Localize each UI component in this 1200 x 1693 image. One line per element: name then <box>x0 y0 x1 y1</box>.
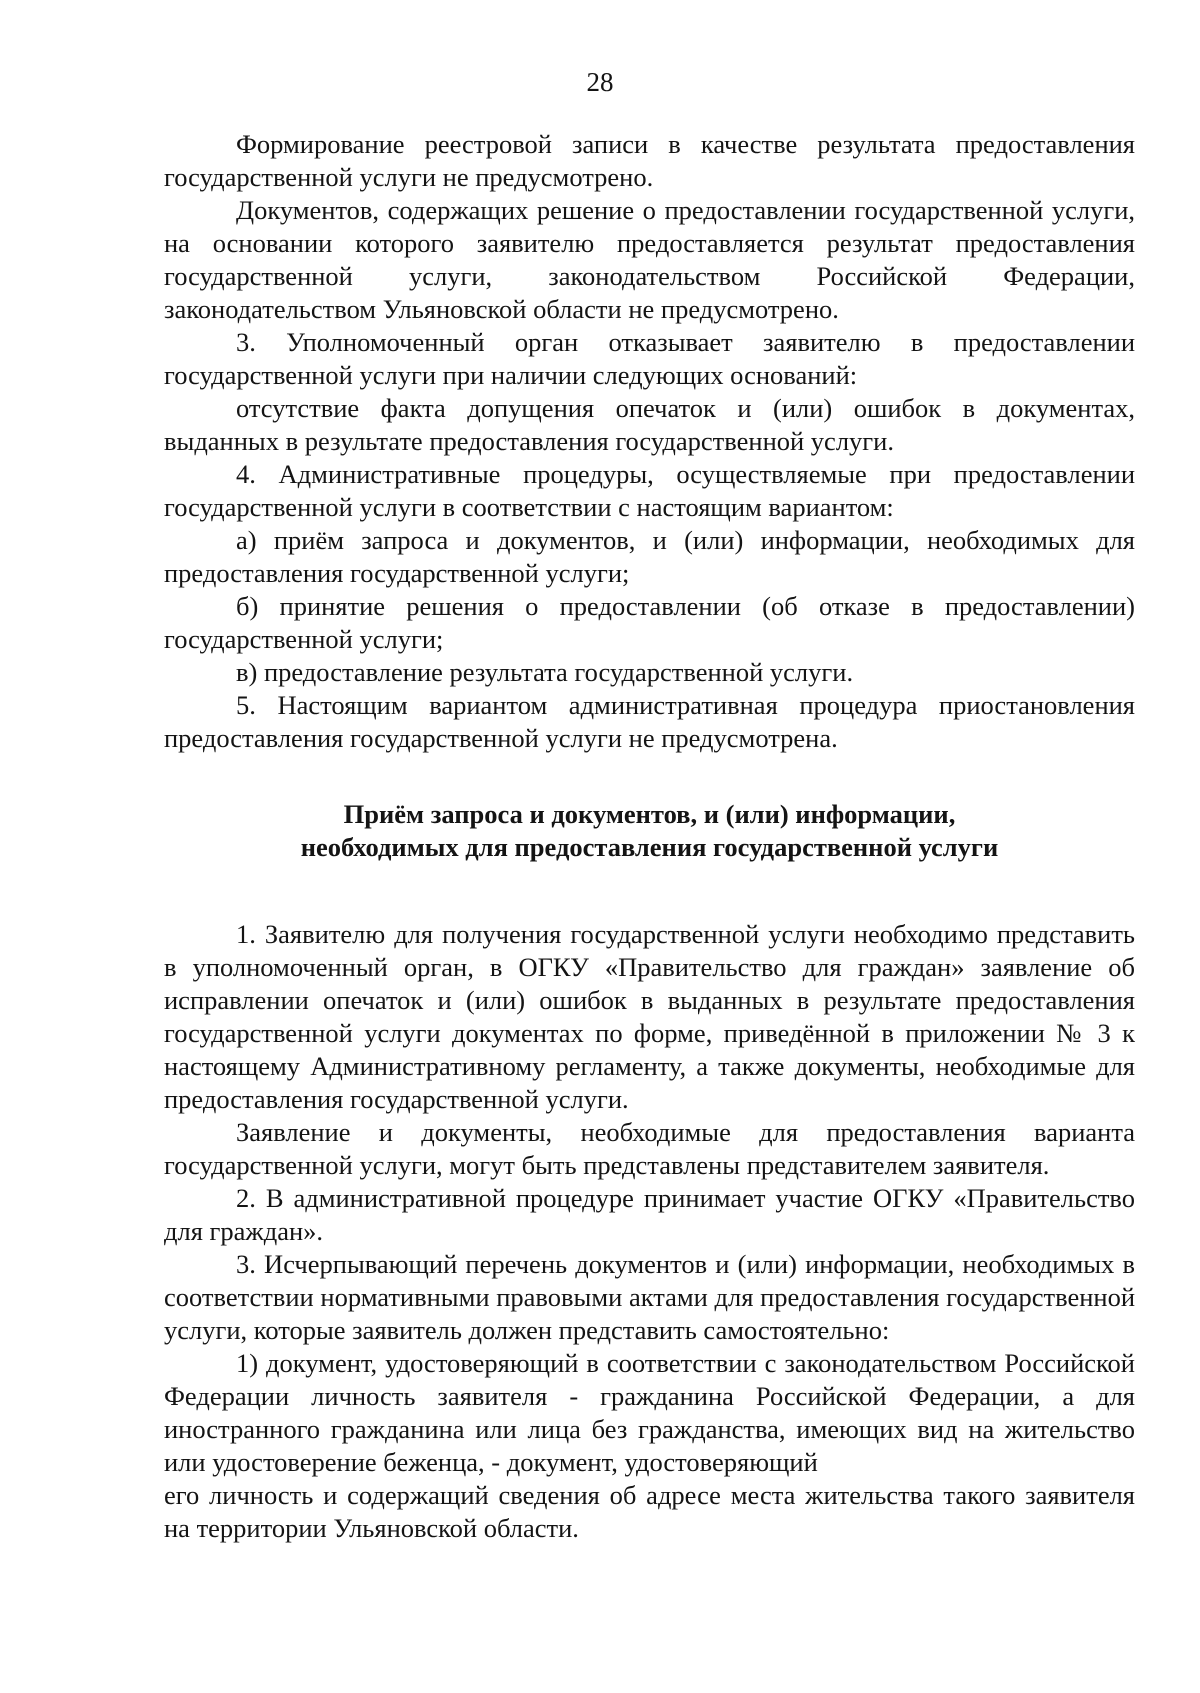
paragraph: 3. Уполномоченный орган отказывает заявителю в предоставлении государственной услуги при наличии следующих оснований: <box>164 327 1135 390</box>
paragraph: Формирование реестровой записи в качестве результата предоставления государственной услуги не предусмотрено. <box>164 129 1135 192</box>
paragraph: 1) документ, удостоверяющий в соответствии с законодательством Российской Федерации личность заявителя - гражданина Российской Федерации, а для иностранного гражданина или лица без гражданства, имеющих вид на жительство или удостоверение беженца, - документ, удостоверяющий <box>164 1348 1135 1477</box>
paragraph: а) приём запроса и документов, и (или) информации, необходимых для предоставления государственной услуги; <box>164 525 1135 588</box>
paragraph: Документов, содержащих решение о предоставлении государственной услуги, на основании которого заявителю предоставляется результат предоставления государственной услуги, законодательством Российской Федерации, законодательством Ульяновской области не предусмотрено. <box>164 195 1135 324</box>
paragraph: 1. Заявителю для получения государственной услуги необходимо представить в уполномоченный орган, в ОГКУ «Правительство для граждан» заявление об исправлении опечаток и (или) ошибок в выданных в результате предоставления государственной услуги документах по форме, приведённой в приложении № 3 к настоящему Административному регламенту, а также документы, необходимые для предоставления государственной услуги. <box>164 919 1135 1114</box>
paragraph: б) принятие решения о предоставлении (об отказе в предоставлении) государственной услуги; <box>164 591 1135 654</box>
paragraph: в) предоставление результата государственной услуги. <box>236 657 854 687</box>
paragraph: Заявление и документы, необходимые для предоставления варианта государственной услуги, могут быть представлены представителем заявителя. <box>164 1117 1135 1180</box>
section-heading-line: необходимых для предоставления государственной услуги <box>300 832 999 862</box>
text-block-bottom <box>164 918 1135 1545</box>
paragraph: 4. Административные процедуры, осуществляемые при предоставлении государственной услуги в соответствии с настоящим вариантом: <box>164 459 1135 522</box>
text-block-top <box>164 128 1135 755</box>
section-heading <box>164 798 1135 864</box>
paragraph: 5. Настоящим вариантом административная процедура приостановления предоставления государственной услуги не предусмотрена. <box>164 690 1135 753</box>
page-number: 28 <box>586 67 614 97</box>
paragraph: 2. В административной процедуре принимает участие ОГКУ «Правительство для граждан». <box>164 1183 1135 1246</box>
section-heading-line: Приём запроса и документов, и (или) информации, <box>343 799 956 829</box>
paragraph: его личность и содержащий сведения об адресе места жительства такого заявителя на территории Ульяновской области. <box>164 1480 1135 1543</box>
paragraph: 3. Исчерпывающий перечень документов и (или) информации, необходимых в соответствии нормативными правовыми актами для предоставления государственной услуги, которые заявитель должен представить самостоятельно: <box>164 1249 1135 1345</box>
paragraph: отсутствие факта допущения опечаток и (или) ошибок в документах, выданных в результате предоставления государственной услуги. <box>164 393 1135 456</box>
